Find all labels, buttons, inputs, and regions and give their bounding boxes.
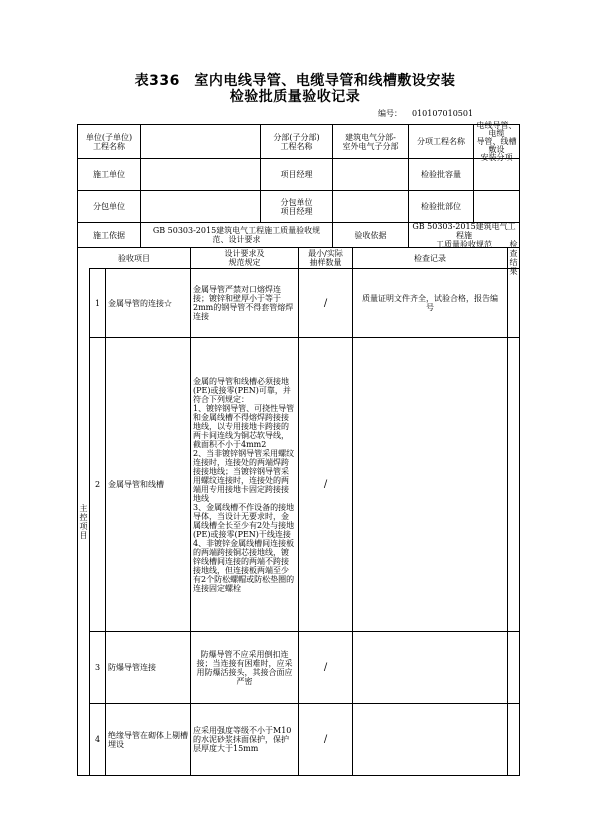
row-check-result[interactable]	[508, 632, 519, 703]
subcontract-unit-label: 分包单位	[93, 202, 125, 211]
form-number: 编号： 010107010501	[378, 109, 474, 118]
batch-capacity-value[interactable]	[474, 159, 519, 190]
item-name-value[interactable]: 电线导管、电缆 导管、线槽敷设 安装分项	[476, 120, 517, 162]
row-check-record[interactable]: 质量证明文件齐全，试验合格，报告编号	[362, 294, 498, 312]
row-check-result[interactable]	[508, 269, 519, 337]
row-number: 4	[94, 735, 101, 744]
acceptance-basis-label: 验收依据	[354, 230, 387, 240]
batch-part-label: 检验批部位	[421, 202, 461, 211]
construction-basis-value[interactable]: GB 50303-2015建筑电气工程施工质量验收规 范、设计要求	[152, 226, 321, 244]
construction-unit-value[interactable]	[141, 159, 260, 190]
project-manager-label: 项目经理	[280, 170, 313, 179]
form-title-line1: 表336 室内电线导管、电缆导管和线槽敷设安装	[134, 73, 456, 89]
col-header-record: 检查记录	[414, 253, 446, 263]
unit-name-label: 单位(子单位) 工程名称	[85, 132, 133, 151]
row-check-record[interactable]	[353, 704, 507, 775]
batch-capacity-label: 检验批容量	[421, 170, 461, 179]
project-manager-value[interactable]	[333, 159, 408, 190]
col-header-result: 检查 结果	[509, 240, 518, 276]
group-label-main-control: 主控项目	[79, 504, 88, 540]
item-name-label: 分项工程名称	[417, 137, 465, 146]
subpart-name-label: 分部(子分部) 工程名称	[273, 132, 320, 151]
form-title-line2: 检验批质量验收记录	[229, 89, 361, 105]
row-check-result[interactable]	[508, 704, 519, 775]
construction-unit-label: 施工单位	[93, 170, 125, 179]
row-check-record[interactable]	[353, 632, 507, 703]
row-design-requirement: 金属的导管和线槽必须接地(PE)或接零(PEN)可靠，并符合下列规定： 1、镀锌钢导管、可挠性导管和金属线槽不得熔焊跨接接地线，以专用接地卡跨接的两卡间连线为铜芯软导线，截面积不小于4mm2 2、当非镀锌钢导管采用螺纹连接时，连接处的两端焊跨接接地线；当镀锌钢导管采用螺纹连接时，连接处的两端用专用接地卡固定跨接接地线 3、金属线槽不作设备的接地导体，当设计无要求时，金属线槽全长至少有2处与接地(PE)或接零(PEN)干线连接 4、非镀锌金属线槽间连接板的两端跨接铜芯接地线，镀锌线槽间连接的两端不跨接接地线，但连接板两端至少有2个防松螺帽或防松垫圈的连接固定螺栓	[193, 376, 295, 593]
subcontract-unit-value[interactable]	[141, 191, 260, 222]
row-number: 2	[94, 480, 101, 489]
row-number: 3	[94, 663, 101, 672]
acceptance-basis-value[interactable]: GB 50303-2015建筑电气工程施 工质量验收规范	[412, 221, 516, 249]
form-number-value: 010107010501	[412, 109, 474, 118]
row-item-name: 防爆导管连接	[108, 663, 156, 672]
row-sample-count[interactable]: /	[323, 297, 328, 309]
row-design-requirement: 金属导管严禁对口熔焊连接；镀锌和壁厚小于等于2mm的钢导管不得套管熔焊连接	[193, 285, 294, 321]
row-item-name: 绝缘导管在砌体上剔槽埋设	[108, 730, 188, 749]
construction-basis-label: 施工依据	[93, 230, 125, 240]
row-number: 1	[94, 298, 101, 308]
sub-project-manager-value[interactable]	[333, 191, 408, 222]
row-check-result[interactable]	[508, 338, 519, 631]
row-sample-count[interactable]: /	[323, 734, 328, 745]
subpart-name-value[interactable]: 建筑电气分部- 室外电气子分部	[342, 132, 399, 151]
col-header-item: 验收项目	[118, 253, 150, 263]
col-header-design: 设计要求及 规范规定	[224, 249, 265, 267]
row-design-requirement: 防爆导管不应采用倒扣连接；当连接有困难时，应采用防爆活接头，其接合面应严密	[196, 649, 293, 686]
row-design-requirement: 应采用强度等级不小于M10的水泥砂浆抹面保护，保护层厚度大于15mm	[193, 726, 292, 753]
unit-name-value[interactable]	[141, 125, 260, 158]
batch-part-value[interactable]	[474, 191, 519, 222]
row-sample-count[interactable]: /	[323, 662, 328, 673]
row-item-name: 金属导管的连接☆	[108, 298, 172, 308]
row-sample-count[interactable]: /	[323, 479, 328, 490]
sub-project-manager-label: 分包单位 项目经理	[280, 197, 313, 216]
col-header-sample: 最小/实际 抽样数量	[308, 249, 343, 267]
row-item-name: 金属导管和线槽	[108, 480, 164, 489]
row-check-record[interactable]	[353, 338, 507, 631]
